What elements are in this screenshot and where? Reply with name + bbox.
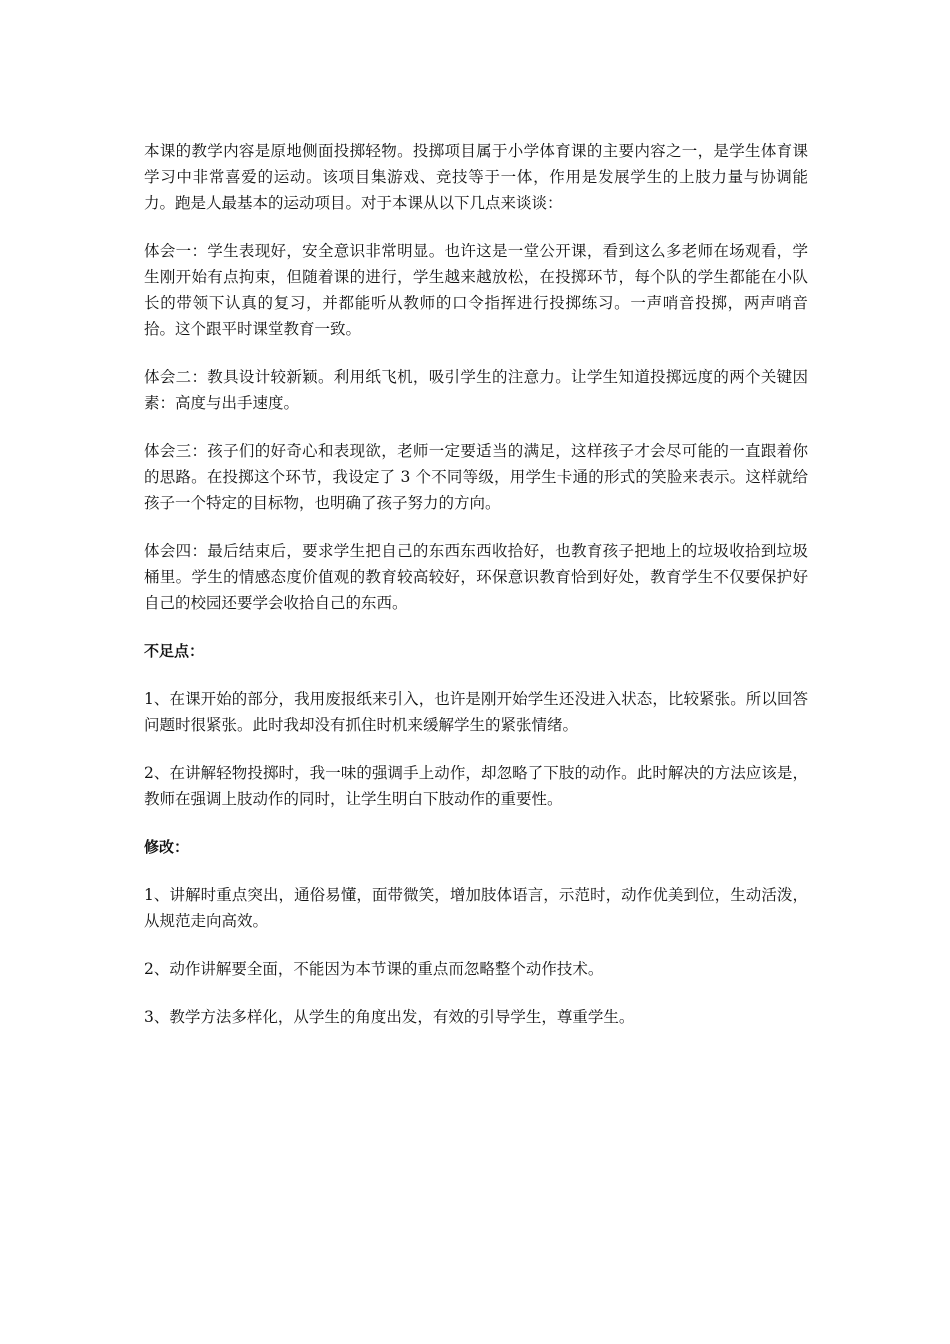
shortcomings-heading: 不足点： (144, 642, 205, 660)
revision-item-2: 2、动作讲解要全面，不能因为本节课的重点而忽略整个动作技术。 (144, 960, 604, 978)
reflection-3: 体会三：孩子们的好奇心和表现欲，老师一定要适当的满足，这样孩子才会尽可能的一直跟着你的思路。在投掷这个环节，我设定了 3 个不同等级，用学生卡通的形式的笑脸来表示。这样就给孩子一个特定的目标物，也明确了孩子努力的方向。 (144, 442, 808, 512)
revision-item-1: 1、讲解时重点突出，通俗易懂，面带微笑，增加肢体语言，示范时，动作优美到位，生动活泼，从规范走向高效。 (144, 886, 808, 930)
reflection-1: 体会一：学生表现好，安全意识非常明显。也许这是一堂公开课，看到这么多老师在场观看，学生刚开始有点拘束，但随着课的进行，学生越来越放松，在投掷环节，每个队的学生都能在小队长的带领下认真的复习，并都能听从教师的口令指挥进行投掷练习。一声哨音投掷，两声哨音拾。这个跟平时课堂教育一致。 (144, 242, 808, 338)
reflection-4: 体会四：最后结束后，要求学生把自己的东西东西收拾好，也教育孩子把地上的垃圾收拾到垃圾桶里。学生的情感态度价值观的教育较高较好，环保意识教育恰到好处，教育学生不仅要保护好自己的校园还要学会收拾自己的东西。 (144, 542, 808, 612)
shortcoming-item-1: 1、在课开始的部分，我用废报纸来引入，也许是刚开始学生还没进入状态，比较紧张。所以回答问题时很紧张。此时我却没有抓住时机来缓解学生的紧张情绪。 (144, 690, 808, 734)
shortcoming-item-2: 2、在讲解轻物投掷时，我一味的强调手上动作，却忽略了下肢的动作。此时解决的方法应该是，教师在强调上肢动作的同时，让学生明白下肢动作的重要性。 (144, 764, 808, 808)
intro-paragraph: 本课的教学内容是原地侧面投掷轻物。投掷项目属于小学体育课的主要内容之一，是学生体育课学习中非常喜爱的运动。该项目集游戏、竞技等于一体，作用是发展学生的上肢力量与协调能力。跑是人最基本的运动项目。对于本课从以下几点来谈谈： (144, 142, 808, 212)
document-page (144, 138, 808, 1052)
revisions-heading: 修改： (144, 838, 190, 856)
reflection-2: 体会二：教具设计较新颖。利用纸飞机，吸引学生的注意力。让学生知道投掷远度的两个关键因素：高度与出手速度。 (144, 368, 808, 412)
revision-item-3: 3、教学方法多样化，从学生的角度出发，有效的引导学生，尊重学生。 (144, 1008, 635, 1026)
